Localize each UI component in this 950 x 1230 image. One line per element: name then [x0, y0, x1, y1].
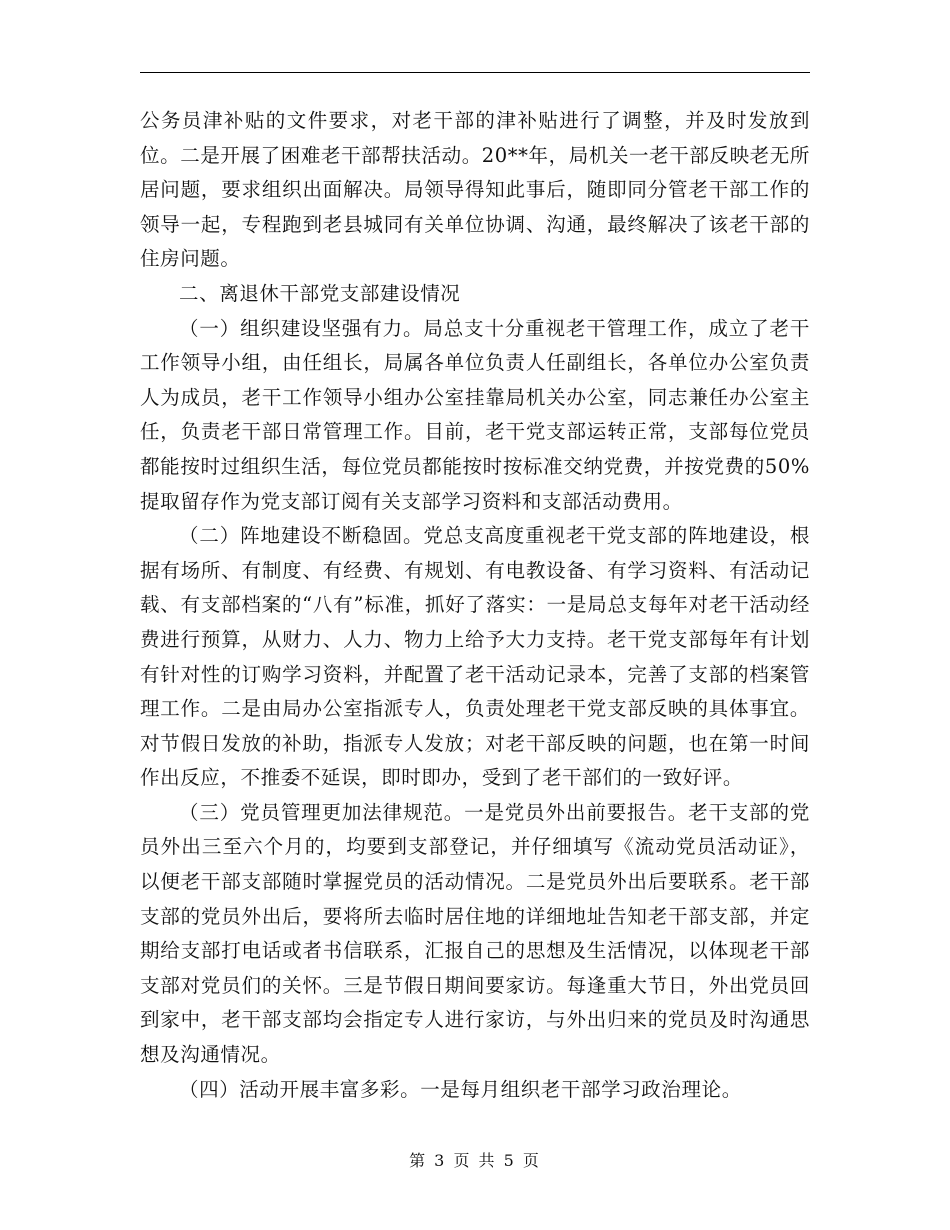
paragraph-continued: 公务员津补贴的文件要求，对老干部的津补贴进行了调整，并及时发放到位。二是开展了困难老干部帮扶活动。20**年，局机关一老干部反映老无所居问题，要求组织出面解决。局领导得知此事后，随即同分管老干部工作的领导一起，专程跑到老县城同有关单位协调、沟通，最终解决了该老干部的住房问题。 [140, 109, 810, 271]
paragraph-activities: （四）活动开展丰富多彩。一是每月组织老干部学习政治理论。 [179, 1077, 742, 1101]
page-footer: 第 3 页 共 5 页 [409, 1151, 541, 1170]
paragraph-organization: （一）组织建设坚强有力。局总支十分重视老干管理工作，成立了老干工作领导小组，由任组长，局属各单位负责人任副组长，各单位办公室负责人为成员，老干工作领导小组办公室挂靠局机关办公室，同志兼任办公室主任，负责老干部日常管理工作。目前，老干党支部运转正常，支部每位党员都能按时过组织生活，每位党员都能按时按标准交纳党费，并按党费的50%提取留存作为党支部订阅有关支部学习资料和支部活动费用。 [140, 316, 810, 513]
document-body [140, 104, 810, 1107]
section-heading: 二、离退休干部党支部建设情况 [179, 281, 461, 305]
header-rule [140, 72, 810, 73]
paragraph-position: （二）阵地建设不断稳固。党总支高度重视老干党支部的阵地建设，根据有场所、有制度、有经费、有规划、有电教设备、有学习资料、有活动记载、有支部档案的“八有”标准，抓好了落实：一是局总支每年对老干活动经费进行预算，从财力、人力、物力上给予大力支持。老干党支部每年有计划有针对性的订购学习资料，并配置了老干活动记录本，完善了支部的档案管理工作。二是由局办公室指派专人，负责处理老干党支部反映的具体事宜。对节假日发放的补助，指派专人发放；对老干部反映的问题，也在第一时间作出反应，不推委不延误，即时即办，受到了老干部们的一致好评。 [140, 524, 810, 790]
paragraph-member-management: （三）党员管理更加法律规范。一是党员外出前要报告。老干支部的党员外出三至六个月的，均要到支部登记，并仔细填写《流动党员活动证》，以便老干部支部随时掌握党员的活动情况。二是党员外出后要联系。老干部支部的党员外出后，要将所去临时居住地的详细地址告知老干部支部，并定期给支部打电话或者书信联系，汇报自己的思想及生活情况，以体现老干部支部对党员们的关怀。三是节假日期间要家访。每逢重大节日，外出党员回到家中，老干部支部均会指定专人进行家访，与外出归来的党员及时沟通思想及沟通情况。 [140, 800, 810, 1067]
